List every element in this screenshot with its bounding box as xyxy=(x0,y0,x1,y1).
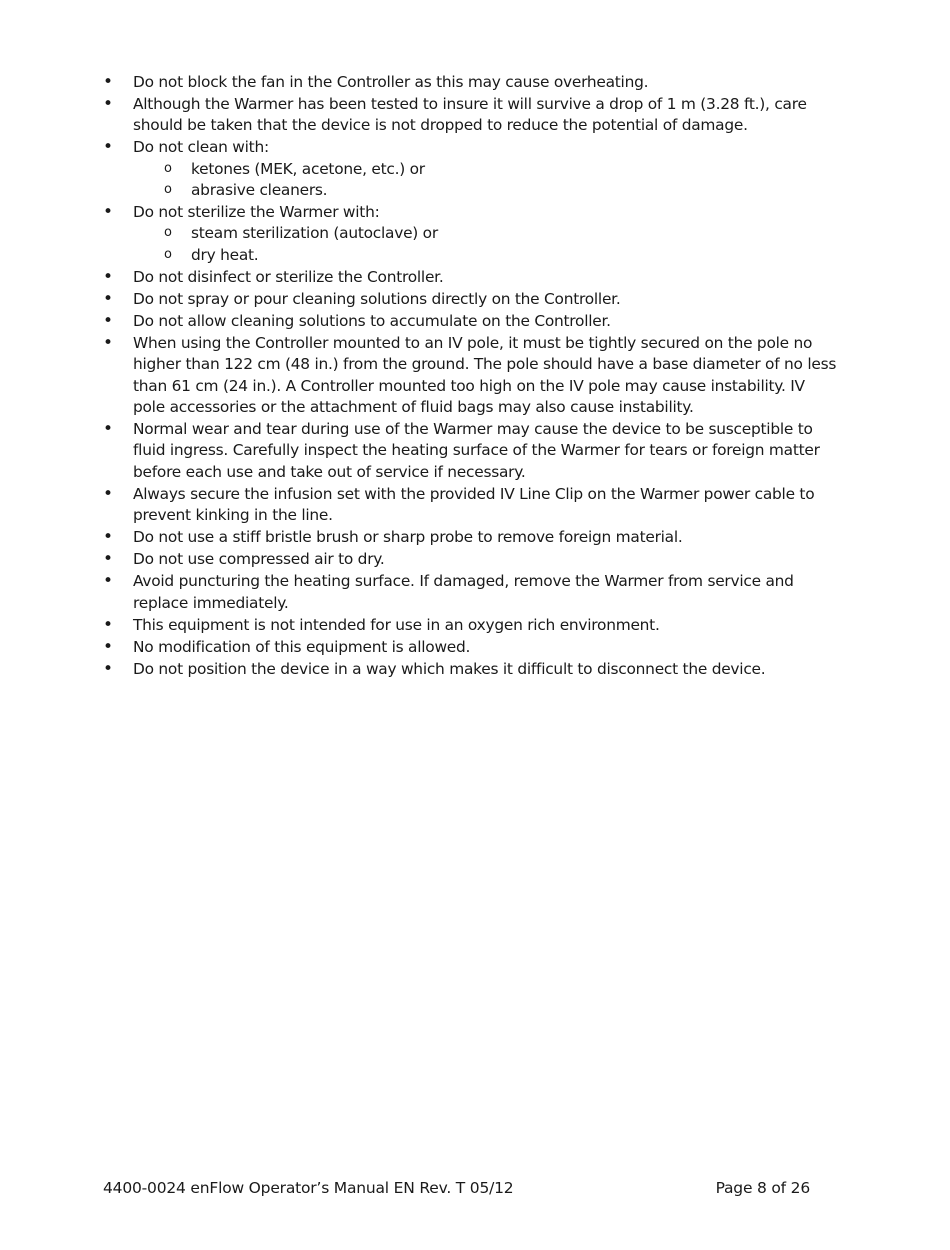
list-item xyxy=(103,333,838,418)
list-item xyxy=(103,94,838,137)
list-item-text: Do not use a stiff bristle brush or sharp probe to remove foreign material. xyxy=(133,528,683,547)
warnings-list xyxy=(103,72,838,680)
footer-document-id: 4400-0024 enFlow Operator’s Manual EN Rev. T 05/12 xyxy=(103,1179,514,1197)
list-item-text: Do not block the fan in the Controller as this may cause overheating. xyxy=(133,73,649,91)
sub-list xyxy=(133,159,838,202)
sub-list-item: o dry heat. xyxy=(162,245,838,266)
list-item-text: Avoid puncturing the heating surface. If damaged, remove the Warmer from service and replace immediately. xyxy=(133,572,794,612)
sub-list-item: o abrasive cleaners. xyxy=(162,180,838,201)
list-item-text: This equipment is not intended for use in an oxygen rich environment. xyxy=(133,615,660,634)
list-item-text: Although the Warmer has been tested to insure it will survive a drop of 1 m (3.28 ft.), care should be taken that the device is not dropped to reduce the potential of damage. xyxy=(133,95,807,135)
list-item-text: No modification of this equipment is allowed. xyxy=(133,637,471,656)
sub-list-item: o ketones (MEK, acetone, etc.) or xyxy=(162,159,838,180)
list-item-text: Do not clean with: xyxy=(133,138,269,157)
list-item xyxy=(103,202,838,266)
list-item xyxy=(103,637,838,658)
list-item-text: Do not disinfect or sterilize the Controller. xyxy=(133,267,444,286)
list-item-text: Do not spray or pour cleaning solutions directly on the Controller. xyxy=(133,289,621,308)
footer-page-number: Page 8 of 26 xyxy=(715,1179,810,1197)
sub-list-item: o steam sterilization (autoclave) or xyxy=(162,223,838,244)
list-item-text: Always secure the infusion set with the provided IV Line Clip on the Warmer power cable to prevent kinking in the line. xyxy=(133,484,815,525)
list-item xyxy=(103,289,838,310)
list-item xyxy=(103,137,838,201)
list-item-text: Do not position the device in a way which makes it difficult to disconnect the device. xyxy=(133,659,766,678)
list-item xyxy=(103,549,838,570)
page-footer xyxy=(103,1179,810,1197)
list-item-text: Do not allow cleaning solutions to accumulate on the Controller. xyxy=(133,312,611,331)
list-item xyxy=(103,419,838,483)
list-item-text: Do not sterilize the Warmer with: xyxy=(133,203,380,222)
sub-list xyxy=(133,223,838,266)
content-body xyxy=(103,72,838,681)
list-item-text: When using the Controller mounted to an IV pole, it must be tightly secured on the pole no higher than 122 cm (48 in.) from the ground. The pole should have a base diameter of no less than 61 cm (24 in.). A Controller mounted too high on the IV pole may cause instability. IV pole accessories or the attachment of fluid bags may also cause instability. xyxy=(133,334,837,417)
list-item xyxy=(103,72,838,93)
list-item-text: Normal wear and tear during use of the Warmer may cause the device to be susceptible to fluid ingress. Carefully inspect the heating surface of the Warmer for tears or foreign matter before each use and take out of service if necessary. xyxy=(133,420,820,481)
list-item xyxy=(103,571,838,614)
list-item xyxy=(103,311,838,332)
list-item xyxy=(103,659,838,680)
list-item-text: Do not use compressed air to dry. xyxy=(133,550,385,569)
list-item xyxy=(103,484,838,527)
list-item xyxy=(103,267,838,288)
list-item xyxy=(103,615,838,636)
list-item xyxy=(103,527,838,548)
